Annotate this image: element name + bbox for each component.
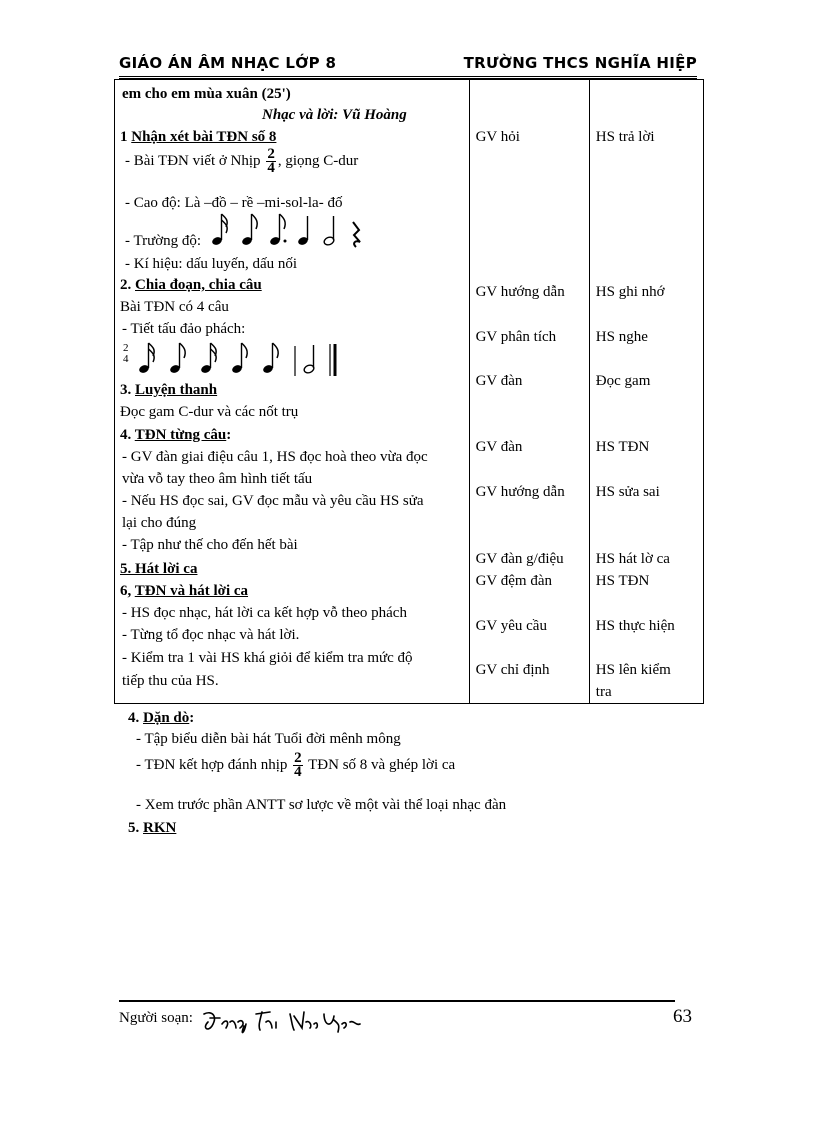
teacher-activity: GV đệm đàn <box>475 573 552 589</box>
section-6-heading: 6, TĐN và hát lời ca <box>120 583 249 599</box>
student-activity: HS sửa sai <box>595 484 660 500</box>
homework-meter-fraction: $\frac{2}{4}$ <box>294 750 302 780</box>
syncopation-line: - Tiết tấu đảo phách: <box>122 321 246 337</box>
teacher-activity: GV hướng dẫn <box>475 284 565 300</box>
sixteenth-note-icon <box>200 343 216 374</box>
eighth-note-icon <box>231 343 247 374</box>
final-barline <box>330 344 335 376</box>
sentence-count-line: Bài TĐN có 4 câu <box>120 299 229 315</box>
sixteenth-note-icon <box>138 343 154 374</box>
song-author: Nhạc và lời: Vũ Hoàng <box>262 107 407 123</box>
eighth-note-icon <box>241 214 257 246</box>
rhythm-time-signature: 2 4 <box>123 342 129 365</box>
section-4-line-5: - Tập như thế cho đến hết bài <box>122 537 298 553</box>
lesson-plan-title: GIÁO ÁN ÂM NHẠC LỚP 8 <box>119 54 337 72</box>
section-6-line-4: tiếp thu của HS. <box>122 673 219 689</box>
student-activity: HS TĐN <box>595 439 650 455</box>
student-activity: HS hát lờ ca <box>595 551 670 567</box>
teacher-activity: GV chỉ định <box>475 662 550 678</box>
student-activity: HS TĐN <box>595 573 650 589</box>
song-title: em cho em mùa xuân (25') <box>122 86 291 102</box>
half-note-icon <box>323 216 335 246</box>
page-number: 63 <box>673 1006 692 1027</box>
syncopation-notes <box>137 338 357 378</box>
scale-line: Đọc gam C-dur và các nốt trụ <box>120 404 299 420</box>
author-signature <box>200 1004 365 1038</box>
section-2-heading: 2. Chia đoạn, chia câu <box>120 277 262 293</box>
section-6-line-2: - Từng tổ đọc nhạc và hát lời. <box>122 627 300 643</box>
teacher-column <box>469 80 589 704</box>
teacher-activity: GV đàn g/điệu <box>475 551 564 567</box>
section-5-heading: 5. Hát lời ca <box>120 561 198 577</box>
quarter-rest-icon <box>353 222 360 247</box>
quarter-note-icon <box>297 216 309 246</box>
student-activity: HS thực hiện <box>595 618 675 634</box>
pitch-line: - Cao độ: Là –đồ – rề –mi-sol-la- đố <box>125 195 343 211</box>
teacher-activity: GV hướng dẫn <box>475 484 565 500</box>
section-4-line-3: - Nếu HS đọc sai, GV đọc mẫu và yêu cầu HS sửa <box>122 493 424 509</box>
sixteenth-note-icon <box>211 214 227 246</box>
student-activity: HS nghe <box>595 329 648 345</box>
lesson-table <box>114 79 704 704</box>
duration-notes <box>211 208 381 250</box>
student-activity: Đọc gam <box>595 373 651 389</box>
section-4-line-1: - GV đàn giai điệu câu 1, HS đọc hoà theo vừa đọc <box>122 449 428 465</box>
content-column <box>115 80 470 704</box>
section-6-line-3: - Kiểm tra 1 vài HS khá giỏi để kiểm tra mức độ <box>122 650 413 666</box>
student-activity: HS ghi nhớ <box>595 284 665 300</box>
section-4-heading: 4. TĐN từng câu: <box>120 427 232 443</box>
symbols-line: - Kí hiệu: dấu luyến, dấu nối <box>125 256 298 272</box>
teacher-activity: GV đàn <box>475 439 523 455</box>
student-activity: HS lên kiểm <box>595 662 671 678</box>
teacher-activity: GV hỏi <box>475 129 520 145</box>
student-activity: HS trả lời <box>595 129 655 145</box>
duration-line: - Trường độ: <box>125 233 202 249</box>
homework-line-3: - Xem trước phần ANTT sơ lược về một vài thể loại nhạc đàn <box>136 797 507 813</box>
student-activity: tra <box>595 684 612 700</box>
section-4-line-2: vừa vỗ tay theo âm hình tiết tấu <box>122 471 313 487</box>
teacher-activity: GV đàn <box>475 373 523 389</box>
homework-line-2: - TĐN kết hợp đánh nhịp $\frac{2}{4}$ TĐN số 8 và ghép lời ca <box>136 750 456 780</box>
dotted-eighth-note-icon <box>269 214 286 246</box>
meter-fraction: $\frac{2}{4}$ <box>267 146 275 176</box>
student-column <box>589 80 703 704</box>
eighth-note-icon <box>262 343 278 374</box>
footer-rule <box>119 1000 675 1002</box>
half-note-icon <box>303 345 315 374</box>
school-name: TRƯỜNG THCS NGHĨA HIỆP <box>463 54 697 72</box>
section-4-line-4: lại cho đúng <box>122 515 197 531</box>
section-6-line-1: - HS đọc nhạc, hát lời ca kết hợp vỗ theo phách <box>122 605 407 621</box>
homework-line-1: - Tập biểu diễn bài hát Tuổi đời mênh mông <box>136 731 401 747</box>
homework-heading: 4. Dặn dò: <box>128 710 195 726</box>
page-header <box>119 52 697 78</box>
meter-line: - Bài TĐN viết ở Nhịp $\frac{2}{4}$ , giọng C-dur <box>125 146 359 176</box>
section-3-heading: 3. Luyện thanh <box>120 382 218 398</box>
rkn-heading: 5. RKN <box>128 820 177 836</box>
author-label: Người soạn: <box>119 1010 193 1026</box>
section-1-heading: 1 Nhận xét bài TĐN số 8 <box>120 129 277 145</box>
teacher-activity: GV yêu cầu <box>475 618 547 634</box>
eighth-note-icon <box>169 343 185 374</box>
teacher-activity: GV phân tích <box>475 329 557 345</box>
